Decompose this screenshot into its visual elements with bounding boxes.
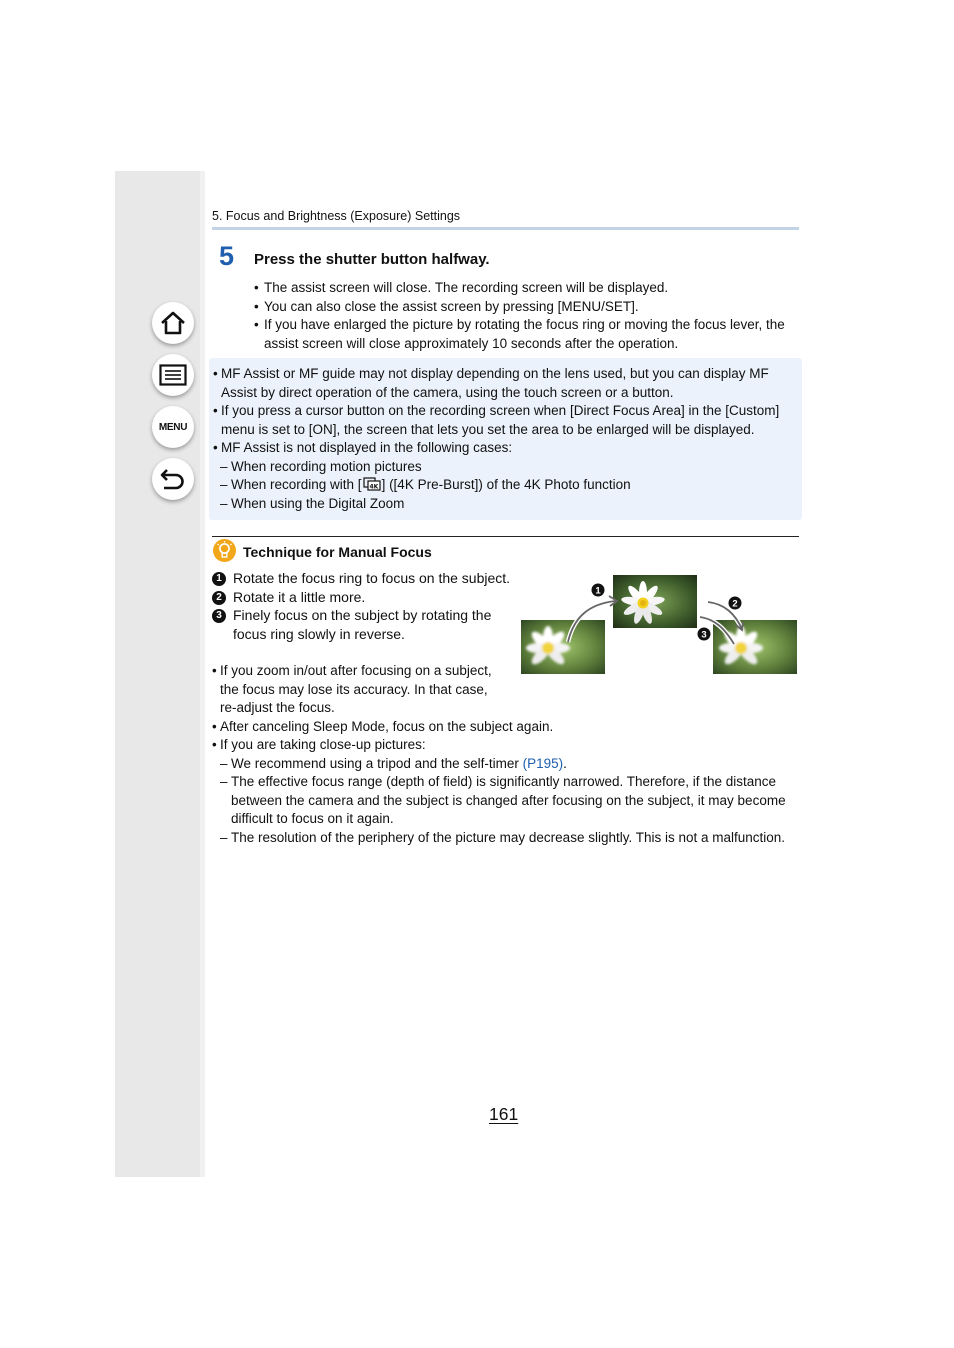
note-item: • MF Assist or MF guide may not display depending on the lens used, but you can display MF Assist by direct operation of the camera, using the touch screen or a button. bbox=[213, 365, 799, 402]
technique-steps bbox=[212, 569, 512, 643]
note-case: – When using the Digital Zoom bbox=[213, 495, 799, 514]
note-item: • If you press a cursor button on the recording screen when [Direct Focus Area] in the [Custom] menu is set to [ON], the screen that lets you set the area to be enlarged will be displayed. bbox=[213, 402, 799, 439]
technique-title: Technique for Manual Focus bbox=[243, 544, 432, 560]
step-bullet: • If you have enlarged the picture by rotating the focus ring or moving the focus lever, the assist screen will close approximately 10 seconds after the operation. bbox=[254, 316, 802, 353]
step-bullet: • The assist screen will close. The recording screen will be displayed. bbox=[254, 279, 802, 298]
home-icon bbox=[160, 311, 186, 335]
technique-subnote bbox=[212, 755, 802, 774]
technique-step bbox=[212, 606, 512, 643]
header-rule bbox=[212, 227, 799, 230]
note-case bbox=[213, 476, 799, 495]
technique-note: • If you zoom in/out after focusing on a subject, the focus may lose its accuracy. In that case, re-adjust the focus. bbox=[212, 662, 502, 718]
technique-note: • After canceling Sleep Mode, focus on the subject again. bbox=[212, 718, 802, 737]
technique-note: • If you are taking close-up pictures: bbox=[212, 736, 802, 755]
contents-button[interactable] bbox=[152, 354, 194, 396]
home-button[interactable] bbox=[152, 302, 194, 344]
technique-subnote: – The effective focus range (depth of field) is significantly narrowed. Therefore, if the distance between the camera and the subject is changed after focusing on the subject, it may become difficult to focus on it again. bbox=[212, 773, 802, 829]
technique-step-text: Rotate the focus ring to focus on the subject. bbox=[233, 570, 511, 586]
flower-photo-focused bbox=[613, 575, 697, 628]
tripod-end: . bbox=[563, 755, 567, 771]
4k-pre-burst-icon bbox=[363, 477, 381, 491]
step-number-badge: 3 bbox=[212, 609, 226, 623]
tripod-text: We recommend using a tripod and the self-timer bbox=[231, 755, 523, 771]
step-number-badge: 1 bbox=[212, 572, 226, 586]
technique-step-text: Finely focus on the subject by rotating the focus ring slowly in reverse. bbox=[233, 607, 492, 642]
step-number: 5 bbox=[219, 241, 235, 271]
back-arrow-icon bbox=[159, 467, 187, 491]
note-item: • MF Assist is not displayed in the following cases: bbox=[213, 439, 799, 458]
back-button[interactable] bbox=[152, 458, 194, 500]
technique-notes bbox=[212, 662, 802, 847]
list-icon bbox=[159, 364, 187, 386]
step-title: Press the shutter button halfway. bbox=[254, 251, 490, 268]
technique-subnote: – The resolution of the periphery of the picture may decrease slightly. This is not a malfunction. bbox=[212, 829, 802, 848]
menu-label: MENU bbox=[158, 421, 188, 433]
step-bullets bbox=[254, 279, 802, 353]
page-link-p195[interactable]: (P195) bbox=[522, 755, 564, 771]
note-case-suffix: ] ([4K Pre-Burst]) of the 4K Photo function bbox=[381, 477, 631, 492]
section-header: 5. Focus and Brightness (Exposure) Settings bbox=[212, 209, 461, 223]
technique-rule bbox=[212, 536, 799, 537]
diagram-label-2: 2 bbox=[732, 598, 738, 610]
menu-button[interactable] bbox=[152, 406, 194, 448]
focus-illustration bbox=[520, 574, 800, 676]
note-list bbox=[213, 365, 799, 513]
lightbulb-icon bbox=[213, 539, 236, 562]
technique-step-text: Rotate it a little more. bbox=[233, 588, 366, 605]
technique-step bbox=[212, 569, 512, 588]
diagram-label-3: 3 bbox=[701, 629, 707, 641]
diagram-label-1: 1 bbox=[595, 585, 601, 597]
note-case: – When recording motion pictures bbox=[213, 458, 799, 477]
page-number: 161 bbox=[489, 1104, 519, 1124]
step-bullet: • You can also close the assist screen by pressing [MENU/SET]. bbox=[254, 298, 802, 317]
svg-text:4K: 4K bbox=[369, 483, 378, 491]
technique-step bbox=[212, 588, 512, 607]
step-number-badge: 2 bbox=[212, 591, 226, 605]
sidebar-edge bbox=[200, 171, 205, 1177]
note-case-prefix: When recording with [ bbox=[231, 477, 362, 492]
